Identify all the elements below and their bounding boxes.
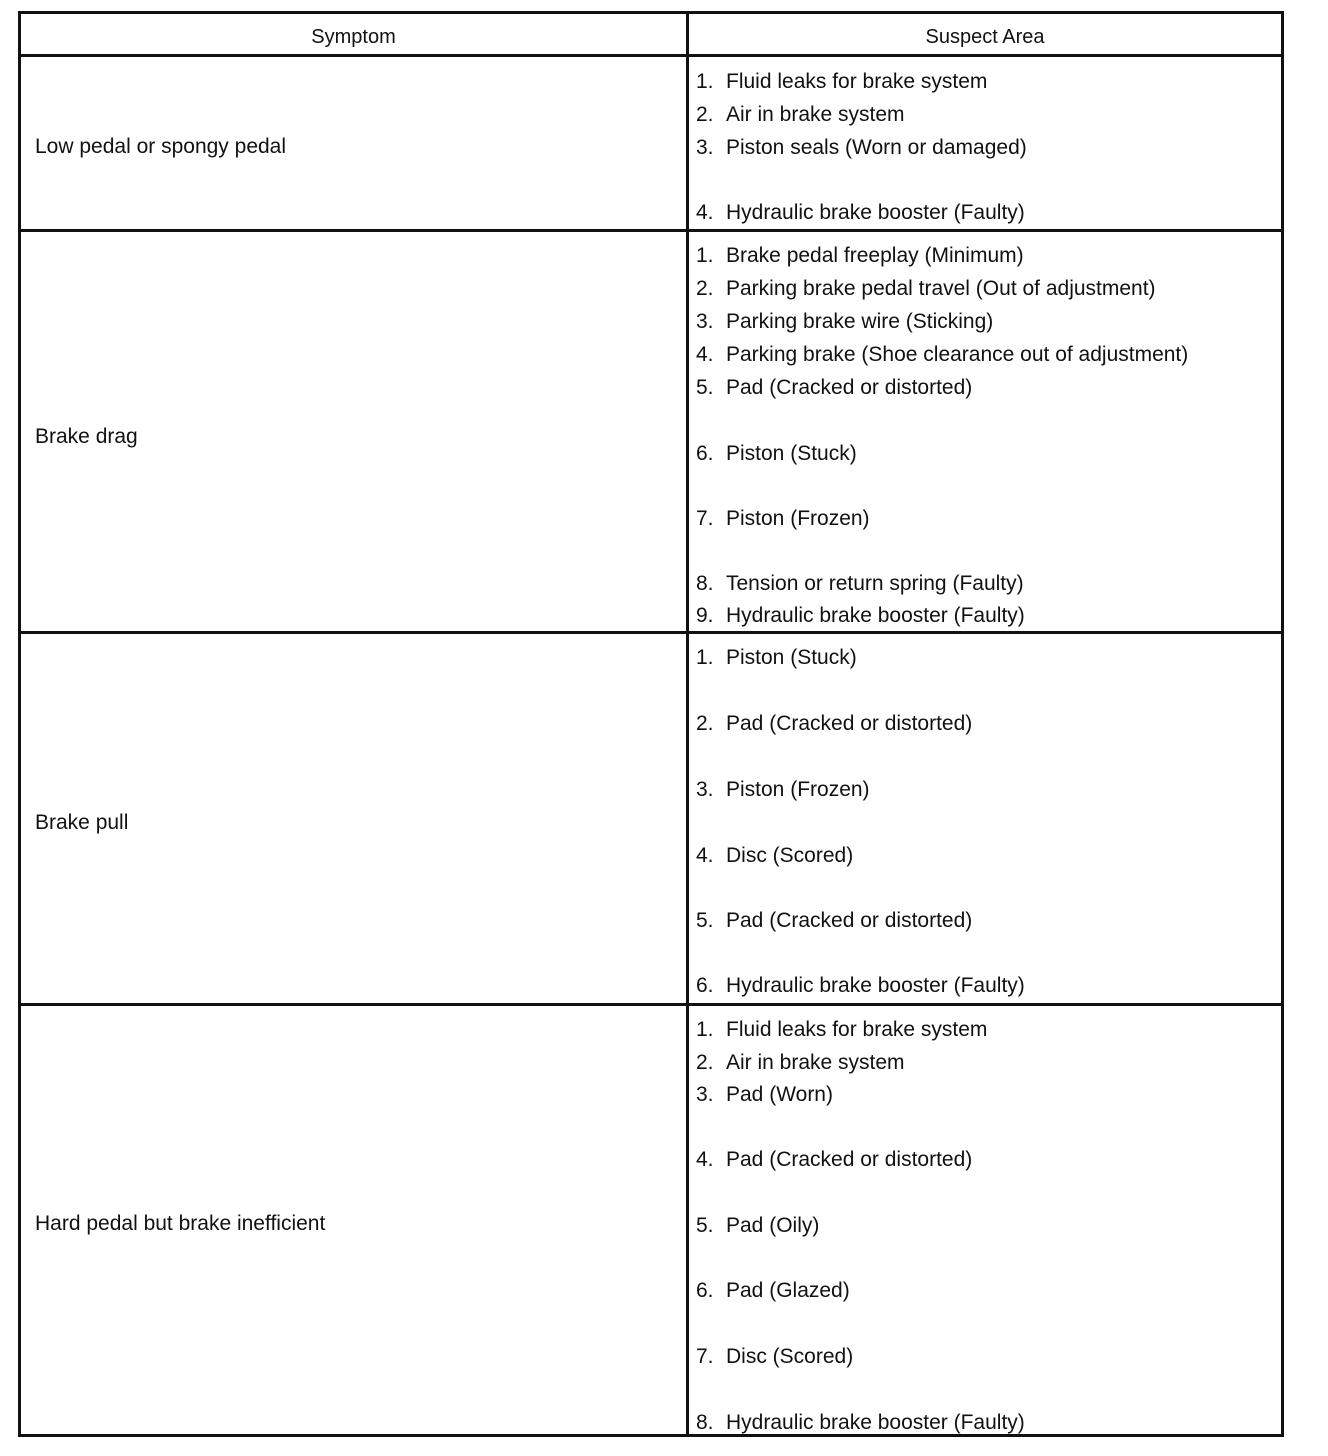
item-number: 2.	[696, 103, 714, 126]
suspect-item	[696, 1083, 833, 1107]
item-number: 7.	[696, 1345, 714, 1368]
suspect-item	[696, 136, 1027, 160]
item-text: Hydraulic brake booster (Faulty)	[726, 1411, 1025, 1434]
item-text: Piston (Stuck)	[726, 646, 857, 669]
suspect-item	[696, 277, 1156, 301]
item-number: 6.	[696, 974, 714, 997]
suspect-item	[696, 974, 1025, 998]
symptom-cell: Brake pull	[35, 811, 129, 834]
item-text: Hydraulic brake booster (Faulty)	[726, 201, 1025, 224]
item-text: Hydraulic brake booster (Faulty)	[726, 604, 1025, 627]
suspect-item	[696, 507, 870, 531]
table-header	[21, 14, 1281, 57]
suspect-item	[696, 712, 972, 736]
suspect-area-list	[696, 57, 1281, 229]
item-number: 2.	[696, 712, 714, 735]
item-number: 4.	[696, 844, 714, 867]
item-text: Pad (Cracked or distorted)	[726, 712, 973, 735]
item-text: Pad (Cracked or distorted)	[726, 376, 973, 399]
item-number: 5.	[696, 376, 714, 399]
item-text: Air in brake system	[726, 103, 905, 126]
suspect-item	[696, 244, 1024, 268]
suspect-item	[696, 1051, 905, 1075]
table-row-hard-pedal	[21, 1006, 1281, 1434]
suspect-item	[696, 70, 987, 94]
item-text: Piston (Frozen)	[726, 778, 870, 801]
item-number: 8.	[696, 1411, 714, 1434]
header-suspect-area: Suspect Area	[925, 26, 1045, 48]
item-number: 1.	[696, 646, 714, 669]
table-row-low-pedal	[21, 57, 1281, 232]
item-number: 9.	[696, 604, 714, 627]
item-text: Pad (Glazed)	[726, 1279, 850, 1302]
symptom-cell: Hard pedal but brake inefficient	[35, 1212, 326, 1235]
suspect-item	[696, 1214, 819, 1238]
item-number: 2.	[696, 277, 714, 300]
item-number: 7.	[696, 507, 714, 530]
suspect-item	[696, 778, 870, 802]
suspect-item	[696, 376, 972, 400]
suspect-item	[696, 572, 1024, 596]
suspect-item	[696, 442, 857, 466]
item-text: Piston (Stuck)	[726, 442, 857, 465]
item-text: Pad (Cracked or distorted)	[726, 909, 973, 932]
suspect-item	[696, 103, 905, 127]
suspect-item	[696, 909, 972, 933]
item-text: Piston (Frozen)	[726, 507, 870, 530]
item-text: Fluid leaks for brake system	[726, 1018, 988, 1041]
suspect-item	[696, 646, 857, 670]
item-number: 3.	[696, 1083, 714, 1106]
troubleshooting-table	[18, 11, 1284, 1437]
suspect-area-list	[696, 634, 1281, 1003]
item-number: 1.	[696, 70, 714, 93]
item-text: Pad (Worn)	[726, 1083, 833, 1106]
item-number: 4.	[696, 201, 714, 224]
suspect-area-list	[696, 232, 1281, 631]
item-text: Air in brake system	[726, 1051, 905, 1074]
suspect-item	[696, 844, 853, 868]
item-text: Pad (Oily)	[726, 1214, 820, 1237]
suspect-item	[696, 1018, 987, 1042]
suspect-item	[696, 604, 1025, 628]
item-text: Parking brake pedal travel (Out of adjustment)	[726, 277, 1156, 300]
table-row-brake-drag	[21, 232, 1281, 634]
item-number: 5.	[696, 1214, 714, 1237]
suspect-item	[696, 343, 1188, 367]
item-text: Fluid leaks for brake system	[726, 70, 988, 93]
item-text: Disc (Scored)	[726, 844, 854, 867]
item-number: 3.	[696, 136, 714, 159]
symptom-cell: Brake drag	[35, 425, 138, 448]
suspect-item	[696, 1279, 850, 1303]
suspect-area-list	[696, 1006, 1281, 1434]
suspect-item	[696, 201, 1025, 225]
table-row-brake-pull	[21, 634, 1281, 1006]
item-number: 4.	[696, 1148, 714, 1171]
suspect-item	[696, 1411, 1025, 1435]
item-text: Tension or return spring (Faulty)	[726, 572, 1024, 595]
item-text: Disc (Scored)	[726, 1345, 854, 1368]
item-text: Hydraulic brake booster (Faulty)	[726, 974, 1025, 997]
item-number: 5.	[696, 909, 714, 932]
symptom-cell: Low pedal or spongy pedal	[35, 135, 287, 158]
item-text: Pad (Cracked or distorted)	[726, 1148, 973, 1171]
suspect-item	[696, 1345, 853, 1369]
item-number: 3.	[696, 310, 714, 333]
item-text: Parking brake (Shoe clearance out of adjustment)	[726, 343, 1189, 366]
item-number: 1.	[696, 1018, 714, 1041]
suspect-item	[696, 310, 993, 334]
item-number: 6.	[696, 442, 714, 465]
item-number: 2.	[696, 1051, 714, 1074]
item-number: 8.	[696, 572, 714, 595]
header-symptom: Symptom	[311, 26, 396, 48]
item-number: 6.	[696, 1279, 714, 1302]
item-text: Brake pedal freeplay (Minimum)	[726, 244, 1024, 267]
item-text: Piston seals (Worn or damaged)	[726, 136, 1027, 159]
suspect-item	[696, 1148, 972, 1172]
item-number: 4.	[696, 343, 714, 366]
item-number: 3.	[696, 778, 714, 801]
item-text: Parking brake wire (Sticking)	[726, 310, 994, 333]
item-number: 1.	[696, 244, 714, 267]
